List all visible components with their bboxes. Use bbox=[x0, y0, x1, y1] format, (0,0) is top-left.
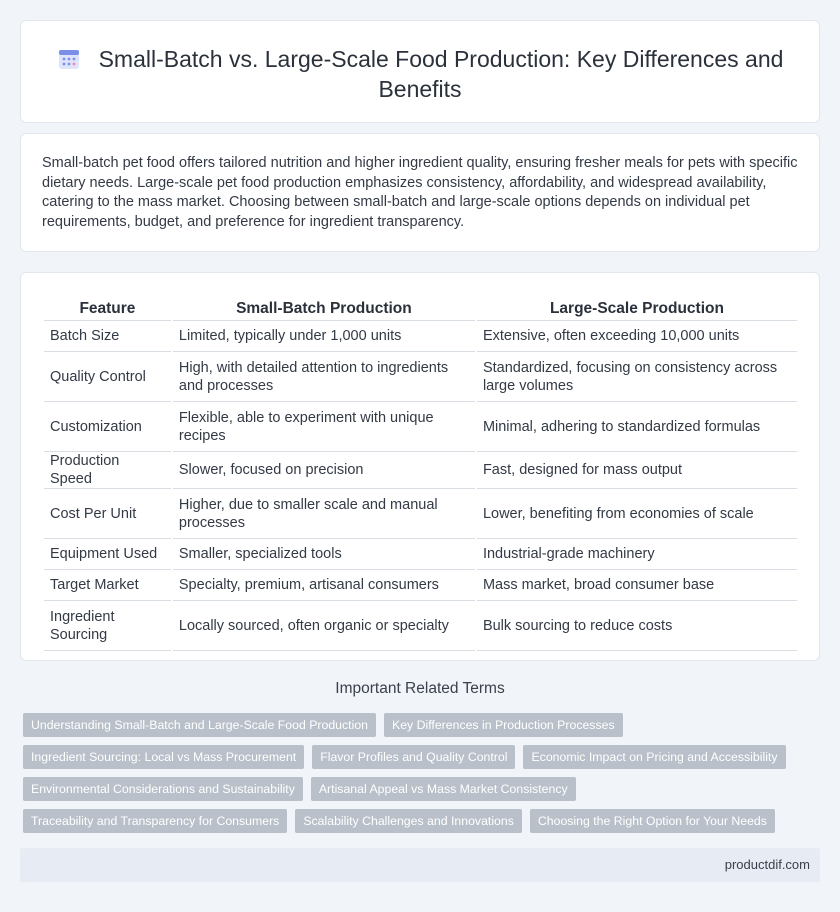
large-scale-cell: Bulk sourcing to reduce costs bbox=[477, 601, 797, 651]
large-scale-cell: Lower, benefiting from economies of scale bbox=[477, 489, 797, 539]
small-batch-cell: Locally sourced, often organic or specialty bbox=[173, 601, 475, 651]
feature-cell: Quality Control bbox=[44, 352, 171, 402]
large-scale-cell: Fast, designed for mass output bbox=[477, 452, 797, 489]
large-scale-cell: Minimal, adhering to standardized formulas bbox=[477, 402, 797, 452]
related-term-tag[interactable]: Artisanal Appeal vs Mass Market Consistency bbox=[311, 777, 576, 801]
footer-site-link[interactable]: productdif.com bbox=[724, 857, 810, 872]
related-term-tag[interactable]: Ingredient Sourcing: Local vs Mass Procurement bbox=[23, 745, 304, 769]
related-term-tag[interactable]: Choosing the Right Option for Your Needs bbox=[530, 809, 775, 833]
related-term-tag[interactable]: Understanding Small-Batch and Large-Scale Food Production bbox=[23, 713, 376, 737]
header-small-batch: Small-Batch Production bbox=[173, 294, 475, 321]
table-row bbox=[44, 539, 797, 570]
related-term-tag[interactable]: Scalability Challenges and Innovations bbox=[295, 809, 522, 833]
small-batch-cell: Higher, due to smaller scale and manual processes bbox=[173, 489, 475, 539]
table-row bbox=[44, 452, 797, 489]
small-batch-cell: Smaller, specialized tools bbox=[173, 539, 475, 570]
table-row bbox=[44, 321, 797, 352]
page-title-row bbox=[21, 44, 819, 104]
feature-cell: Equipment Used bbox=[44, 539, 171, 570]
small-batch-cell: Slower, focused on precision bbox=[173, 452, 475, 489]
large-scale-cell: Standardized, focusing on consistency across large volumes bbox=[477, 352, 797, 402]
page-title: Small-Batch vs. Large-Scale Food Production: Key Differences and Benefits bbox=[98, 46, 784, 102]
small-batch-cell: High, with detailed attention to ingredients and processes bbox=[173, 352, 475, 402]
feature-cell: Cost Per Unit bbox=[44, 489, 171, 539]
related-terms-title: Important Related Terms bbox=[335, 680, 505, 697]
feature-cell: Ingredient Sourcing bbox=[44, 601, 171, 651]
comparison-table bbox=[42, 294, 799, 651]
feature-cell: Customization bbox=[44, 402, 171, 452]
header-large-scale: Large-Scale Production bbox=[477, 294, 797, 321]
header-feature: Feature bbox=[44, 294, 171, 321]
title-card bbox=[20, 20, 820, 123]
related-terms-list bbox=[23, 713, 823, 841]
small-batch-cell: Flexible, able to experiment with unique recipes bbox=[173, 402, 475, 452]
intro-card bbox=[20, 133, 820, 252]
table-row bbox=[44, 489, 797, 539]
table-row bbox=[44, 402, 797, 452]
comparison-card bbox=[20, 272, 820, 661]
table-header-row bbox=[44, 294, 797, 321]
calendar-grid-icon bbox=[57, 47, 81, 71]
related-term-tag[interactable]: Environmental Considerations and Sustainability bbox=[23, 777, 303, 801]
related-term-tag[interactable]: Economic Impact on Pricing and Accessibility bbox=[523, 745, 785, 769]
large-scale-cell: Extensive, often exceeding 10,000 units bbox=[477, 321, 797, 352]
small-batch-cell: Limited, typically under 1,000 units bbox=[173, 321, 475, 352]
feature-cell: Target Market bbox=[44, 570, 171, 601]
intro-paragraph: Small-batch pet food offers tailored nutrition and higher ingredient quality, ensuring fresher meals for pets with specific dietary needs. Large-scale pet food production emphasizes consistency, affordability, and widespread availability, catering to the mass market. Choosing between small-batch and large-scale options depends on individual pet requirements, budget, and preference for ingredient transparency. bbox=[42, 155, 798, 230]
related-term-tag[interactable]: Key Differences in Production Processes bbox=[384, 713, 623, 737]
footer bbox=[20, 848, 820, 882]
small-batch-cell: Specialty, premium, artisanal consumers bbox=[173, 570, 475, 601]
large-scale-cell: Industrial-grade machinery bbox=[477, 539, 797, 570]
related-term-tag[interactable]: Traceability and Transparency for Consumers bbox=[23, 809, 287, 833]
feature-cell: Batch Size bbox=[44, 321, 171, 352]
feature-cell: Production Speed bbox=[44, 452, 171, 489]
related-term-tag[interactable]: Flavor Profiles and Quality Control bbox=[312, 745, 515, 769]
table-row bbox=[44, 352, 797, 402]
table-row bbox=[44, 601, 797, 651]
table-row bbox=[44, 570, 797, 601]
large-scale-cell: Mass market, broad consumer base bbox=[477, 570, 797, 601]
